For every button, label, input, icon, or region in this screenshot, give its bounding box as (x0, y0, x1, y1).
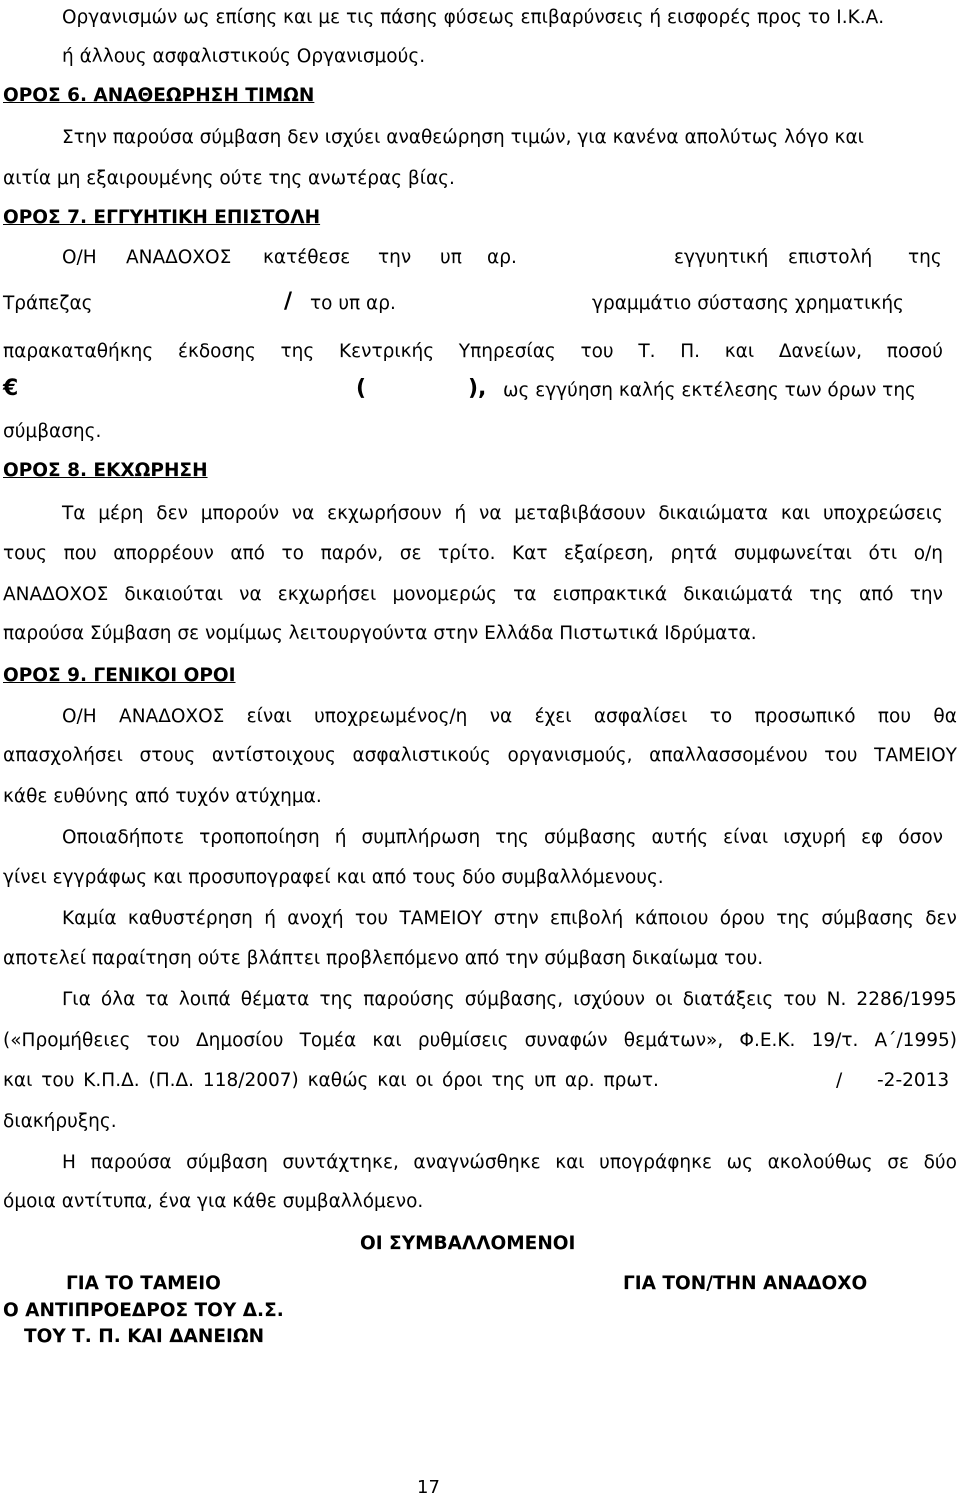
slash-mark: / (836, 1070, 843, 1091)
text-line-justified: παρακαταθήκης έκδοσης της Κεντρικής Υπηρεσίας του Τ. Π. και Δανείων, ποσού (3, 341, 943, 362)
text-line: κάθε ευθύνης από τυχόν ατύχημα. (3, 786, 322, 807)
text-line-justified: απασχολήσει στους αντίστοιχους ασφαλιστικούς οργανισμούς, απαλλασσομένου του ΤΑΜΕΙΟΥ (3, 745, 957, 766)
signature-left-line3: ΤΟΥ Τ. Π. ΚΑΙ ΔΑΝΕΙΩΝ (24, 1326, 265, 1347)
text-line: ή άλλους ασφαλιστικούς Οργανισμούς. (62, 46, 426, 67)
text-line: ως εγγύηση καλής εκτέλεσης των όρων της (503, 380, 916, 401)
text-line: όμοια αντίτυπα, ένα για κάθε συμβαλλόμενο. (3, 1191, 424, 1212)
text-line: διακήρυξης. (3, 1111, 117, 1132)
open-paren: ( (356, 376, 367, 401)
section-heading-term9: ΟΡΟΣ 9. ΓΕΝΙΚΟΙ ΟΡΟΙ (3, 665, 236, 686)
text-line: Τράπεζας (3, 293, 93, 314)
text-line: γίνει εγγράφως και προσυπογραφεί και από τους δύο συμβαλλόμενους. (3, 867, 664, 888)
slash-mark: / (284, 289, 293, 314)
page-number: 17 (417, 1477, 440, 1498)
text-line-justified: Τα μέρη δεν μπορούν να εκχωρήσουν ή να μεταβιβάσουν δικαιώματα και υποχρεώσεις (62, 503, 943, 524)
text-line: Στην παρούσα σύμβαση δεν ισχύει αναθεώρηση τιμών, για κανένα απολύτως λόγο και (62, 127, 864, 148)
text-line: γραμμάτιο σύστασης χρηματικής (592, 293, 904, 314)
text-line: Οργανισμών ως επίσης και με τις πάσης φύσεως επιβαρύνσεις ή εισφορές προς το Ι.Κ.Α. (62, 7, 885, 28)
text-line-justified: τους που απορρέουν από το παρόν, σε τρίτο. Κατ εξαίρεση, ρητά συμφωνείται ότι ο/η (3, 543, 943, 564)
text-line-justified: Ο/Η ΑΝΑΔΟΧΟΣ είναι υποχρεωμένος/η να έχει ασφαλίσει το προσωπικό που θα (62, 706, 957, 727)
section-heading-term8: ΟΡΟΣ 8. ΕΚΧΩΡΗΣΗ (3, 460, 208, 481)
text-line-justified: Για όλα τα λοιπά θέματα της παρούσης σύμβασης, ισχύουν οι διατάξεις του Ν. 2286/1995 (62, 989, 957, 1010)
text-line: το υπ αρ. (310, 293, 396, 314)
signature-right-line1: ΓΙΑ ΤΟΝ/ΤΗΝ ΑΝΑΔΟΧΟ (623, 1273, 868, 1294)
signatures-title: ΟΙ ΣΥΜΒΑΛΛΟΜΕΝΟΙ (360, 1233, 576, 1254)
text-line: -2-2013 (877, 1070, 950, 1091)
text-line: παρούσα Σύμβαση σε νομίμως λειτουργούντα στην Ελλάδα Πιστωτικά Ιδρύματα. (3, 623, 757, 644)
text-line: αιτία μη εξαιρουμένης ούτε της ανωτέρας βίας. (3, 168, 455, 189)
text-line-justified: Οποιαδήποτε τροποποίηση ή συμπλήρωση της σύμβασης αυτής είναι ισχυρή εφ όσον (62, 827, 943, 848)
section-heading-term7: ΟΡΟΣ 7. ΕΓΓΥΗΤΙΚΗ ΕΠΙΣΤΟΛΗ (3, 207, 321, 228)
text-line: αποτελεί παραίτηση ούτε βλάπτει προβλεπόμενο από την σύμβαση δικαίωμα του. (3, 948, 764, 969)
text-line-justified: Η παρούσα σύμβαση συντάχτηκε, αναγνώσθηκε και υπογράφηκε ως ακολούθως σε δύο (62, 1152, 957, 1173)
text-line-justified: Καμία καθυστέρηση ή ανοχή του ΤΑΜΕΙΟΥ στην επιβολή κάποιου όρου της σύμβασης δεν (62, 908, 957, 929)
signature-left-line1: ΓΙΑ ΤΟ ΤΑΜΕΙΟ (66, 1273, 221, 1294)
text-line-justified: ΑΝΑΔΟΧΟΣ δικαιούται να εκχωρήσει μονομερώς τα εισπρακτικά δικαιώματά της από την (3, 584, 943, 605)
close-paren: ), (468, 376, 487, 401)
text-line: σύμβασης. (3, 421, 102, 442)
text-line-justified: («Προμήθειες του Δημοσίου Τομέα και ρυθμίσεις συναφών θεμάτων», Φ.Ε.Κ. 19/τ. Α΄/1995) (3, 1030, 957, 1051)
signature-left-line2: Ο ΑΝΤΙΠΡΟΕΔΡΟΣ ΤΟΥ Δ.Σ. (3, 1300, 284, 1321)
euro-symbol: € (3, 376, 19, 401)
text-line: και του Κ.Π.Δ. (Π.Δ. 118/2007) καθώς και οι όροι της υπ αρ. πρωτ. (3, 1070, 659, 1091)
section-heading-term6: ΟΡΟΣ 6. ΑΝΑΘΕΩΡΗΣΗ ΤΙΜΩΝ (3, 85, 315, 106)
